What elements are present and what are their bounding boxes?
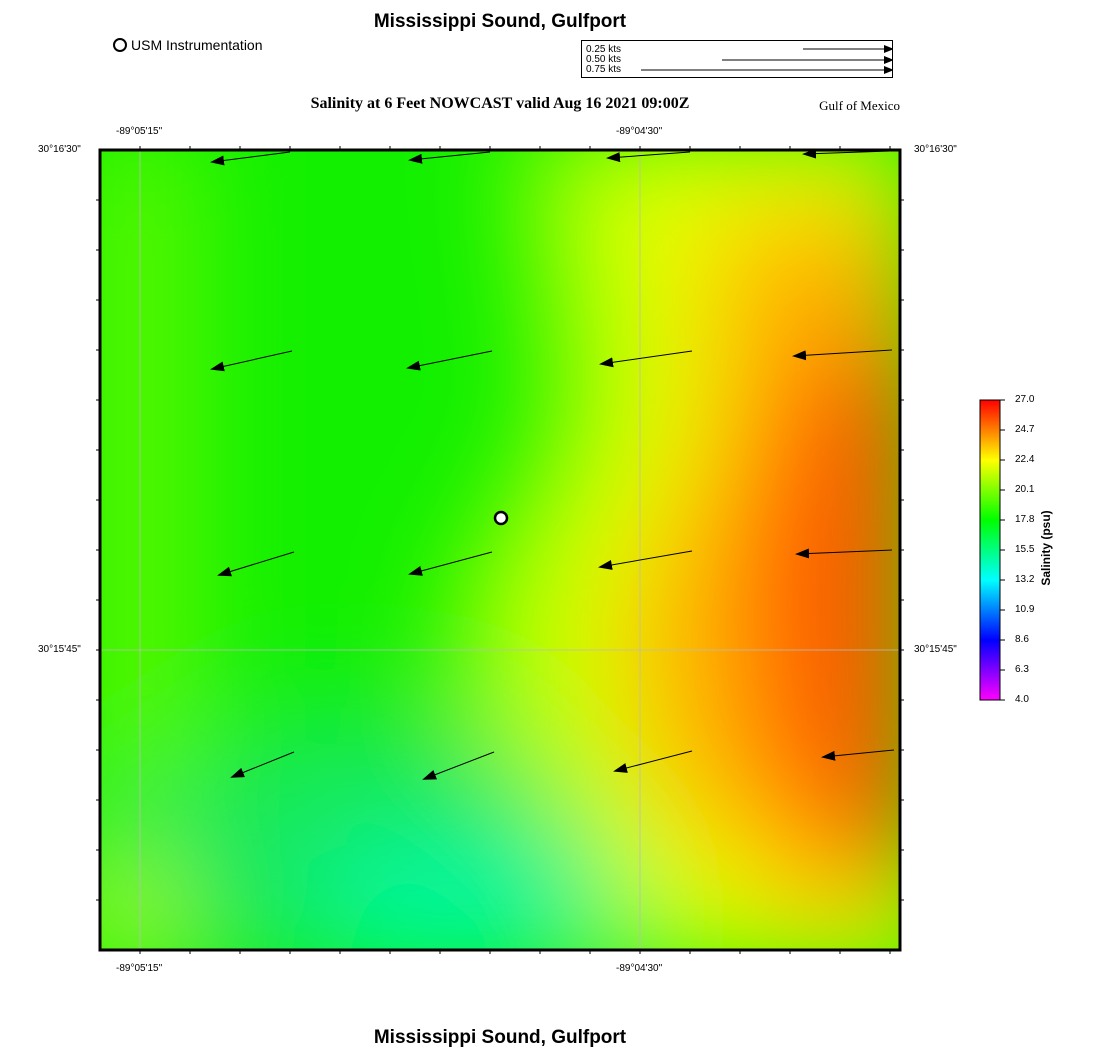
map-title: Mississippi Sound, Gulfport <box>373 11 627 32</box>
colorbar <box>980 400 1000 700</box>
colorbar-tick-label: 10.9 <box>1015 604 1035 615</box>
lat-label-right-1: 30°16'30" <box>914 144 957 155</box>
scale-label-075: 0.75 kts <box>586 64 622 75</box>
map-subtitle: Salinity at 6 Feet NOWCAST valid Aug 16 2021 09:00Z <box>310 95 690 112</box>
footer-title: Mississippi Sound, Gulfport <box>373 1027 627 1048</box>
colorbar-axis-label: Salinity (psu) <box>1039 510 1053 586</box>
lon-label-top-2: -89°04'30" <box>616 126 663 137</box>
lat-label-left-2: 30°15'45" <box>38 644 81 655</box>
lon-label-bottom-1: -89°05'15" <box>116 963 163 974</box>
scale-label-050: 0.50 kts <box>586 54 622 65</box>
colorbar-tick-label: 24.7 <box>1015 424 1035 435</box>
colorbar-ticks <box>1000 400 1005 700</box>
colorbar-tick-label: 8.6 <box>1015 634 1029 645</box>
colorbar-tick-label: 6.3 <box>1015 664 1029 675</box>
lat-label-left-1: 30°16'30" <box>38 144 81 155</box>
colorbar-tick-label: 13.2 <box>1015 574 1035 585</box>
salinity-field <box>60 130 960 980</box>
colorbar-tick-label: 20.1 <box>1015 484 1035 495</box>
colorbar-tick-label: 15.5 <box>1015 544 1035 555</box>
scale-label-025: 0.25 kts <box>586 44 622 55</box>
colorbar-tick-label: 4.0 <box>1015 694 1029 705</box>
lon-label-bottom-2: -89°04'30" <box>616 963 663 974</box>
colorbar-tick-label: 22.4 <box>1015 454 1035 465</box>
colorbar-tick-label: 27.0 <box>1015 394 1035 405</box>
region-label: Gulf of Mexico <box>819 98 900 113</box>
lat-label-right-2: 30°15'45" <box>914 644 957 655</box>
lon-label-top-1: -89°05'15" <box>116 126 163 137</box>
instrument-legend-label: USM Instrumentation <box>131 37 263 53</box>
instrument-station-marker[interactable] <box>495 512 507 524</box>
colorbar-tick-label: 17.8 <box>1015 514 1035 525</box>
